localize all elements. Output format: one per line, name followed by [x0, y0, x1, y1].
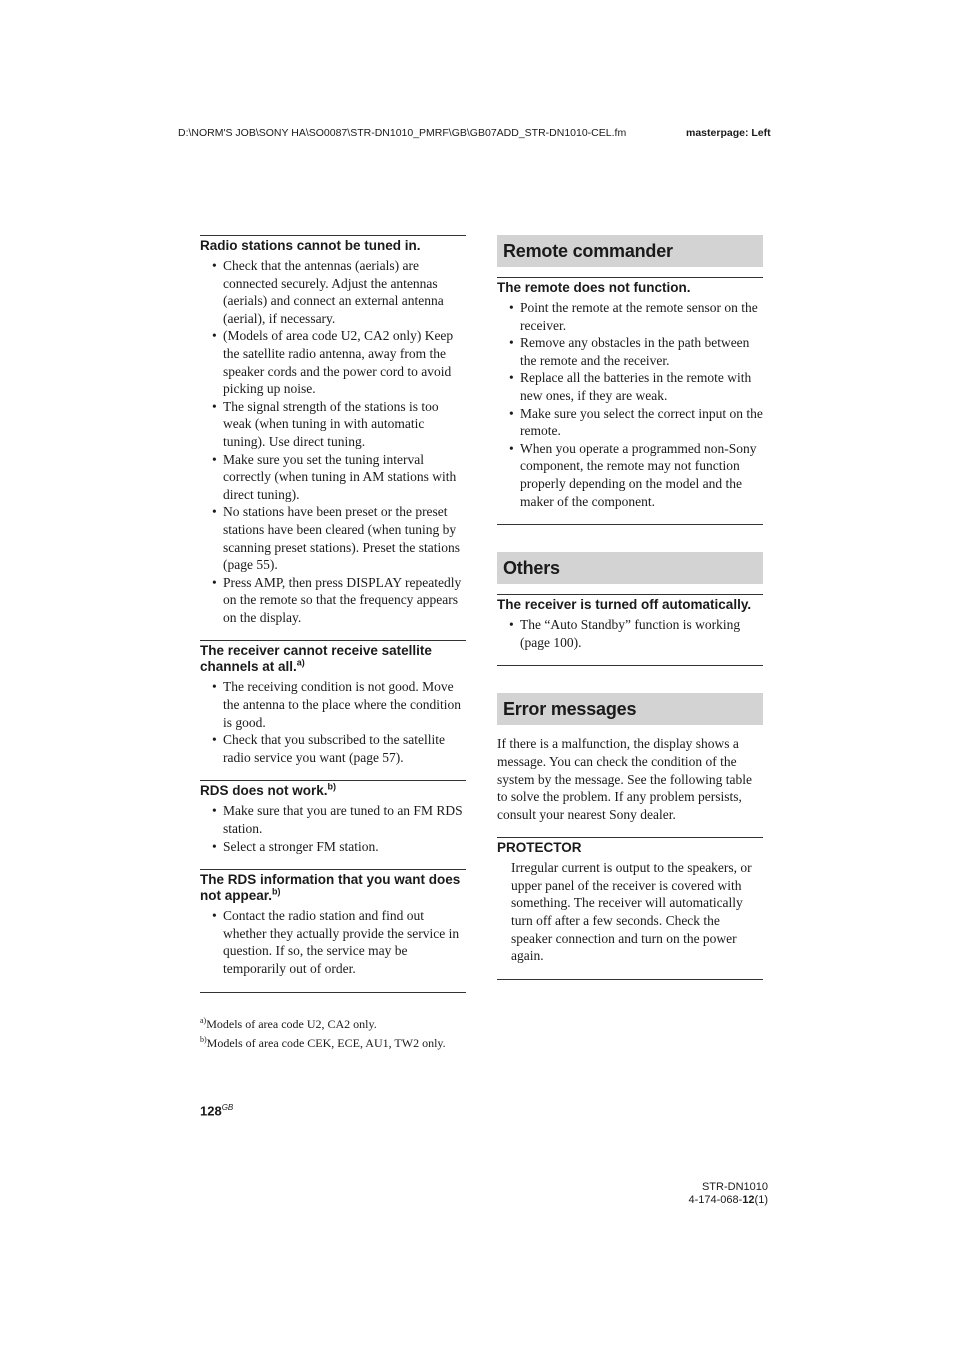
section-heading-remote: Remote commander [497, 235, 763, 267]
divider [497, 665, 763, 666]
file-path: D:\NORM'S JOB\SONY HA\SO0087\STR-DN1010_PMRF\GB\GB07ADD_STR-DN1010-CEL.fm [178, 127, 627, 139]
footnote-ref: b) [327, 781, 337, 792]
list-item: • The signal strength of the stations is too weak (when tuning in with automatic tuning). Use direct tuning. [212, 398, 466, 451]
model-code [688, 1181, 768, 1206]
topic-satellite [200, 640, 466, 766]
model-name: STR-DN1010 [701, 1181, 768, 1193]
footnote: $^{b)}$Models of area code CEK, ECE, AU1, TW2 only. [200, 1034, 446, 1050]
topic-remote [497, 277, 763, 510]
list-item: • Make sure you set the tuning interval correctly (when tuning in AM stations with direct tuning). [212, 451, 466, 504]
section-heading-others: Others [497, 552, 763, 584]
list-item: • Make sure that you are tuned to an FM RDS station. [212, 802, 466, 837]
topic-radio-stations [200, 235, 466, 626]
page-number: $128^{GB}$ [200, 1103, 234, 1119]
list-item: • (Models of area code U2, CA2 only) Keep the satellite radio antenna, away from the speaker cords and the power cord to avoid picking up noise. [212, 327, 466, 397]
left-column [200, 235, 466, 1051]
masterpage-label: masterpage: Left [686, 127, 771, 139]
section-heading-errors: Error messages [497, 693, 763, 725]
list-item: • Press AMP, then press DISPLAY repeatedly on the remote so that the frequency appears on the display. [212, 574, 466, 627]
list-item: • Make sure you select the correct input on the remote. [509, 405, 763, 440]
list-item: • Check that you subscribed to the satellite radio service you want (page 57). [212, 731, 466, 766]
topic-title: The receiver is turned off automatically. [497, 597, 752, 613]
footnote: $^{a)}$Models of area code U2, CA2 only. [200, 1015, 377, 1031]
footnotes [200, 1013, 466, 1051]
bullet-list [200, 257, 466, 626]
divider [200, 992, 466, 993]
bullet-list [200, 802, 466, 855]
divider [497, 979, 763, 980]
list-item: • No stations have been preset or the preset stations have been cleared (when tuning by scanning preset stations). Preset the stations (page 55). [212, 503, 466, 573]
right-column [497, 235, 763, 980]
protector-text: Irregular current is output to the speakers, or upper panel of the receiver is covered with something. The receiver will automatically turn off after a few seconds. Check the speaker connection and turn on the power again. [511, 860, 752, 964]
topic-title: The receiver cannot receive satellite channels at all.$^{a)}$ [200, 643, 432, 675]
footnote-ref: a) [296, 657, 305, 668]
list-item: • Point the remote at the remote sensor on the receiver. [509, 299, 763, 334]
topic-title: Radio stations cannot be tuned in. [200, 238, 421, 253]
part-number: 4-174-068-12(1) [688, 1193, 768, 1206]
list-item: • When you operate a programmed non-Sony component, the remote may not function properly depending on the model and the maker of the component. [509, 440, 763, 510]
topic-auto-off [497, 594, 763, 651]
topic-title: The RDS information that you want does not appear.$^{b)}$ [200, 872, 461, 904]
list-item: • Remove any obstacles in the path between the remote and the receiver. [509, 334, 763, 369]
topic-protector [497, 837, 763, 965]
topic-title: PROTECTOR [497, 840, 582, 856]
topic-title: The remote does not function. [497, 280, 691, 295]
list-item: • Replace all the batteries in the remote with new ones, if they are weak. [509, 369, 763, 404]
topic-rds-info [200, 869, 466, 977]
footnote-ref: b) [272, 886, 281, 897]
error-intro: If there is a malfunction, the display shows a message. You can check the condition of the system by the message. See the following table to solve the problem. If any problem persists, consult your nearest Sony dealer. [497, 736, 752, 822]
list-item: • Contact the radio station and find out whether they actually provide the service in question. If so, the service may be temporarily out of order. [212, 907, 466, 977]
topic-rds [200, 780, 466, 855]
list-item: • The receiving condition is not good. Move the antenna to the place where the condition is good. [212, 678, 466, 731]
bullet-list [200, 907, 466, 977]
divider [497, 524, 763, 525]
list-item: • Check that the antennas (aerials) are connected securely. Adjust the antennas (aerials) and connect an external antenna (aerial), if necessary. [212, 257, 466, 327]
bullet-list [497, 616, 763, 651]
bullet-list [200, 678, 466, 766]
bullet-list [497, 299, 763, 510]
list-item: • The “Auto Standby” function is working (page 100). [509, 616, 763, 651]
topic-title: RDS does not work.$^{b)}$ [200, 781, 337, 799]
list-item: • Select a stronger FM station. [212, 838, 466, 856]
